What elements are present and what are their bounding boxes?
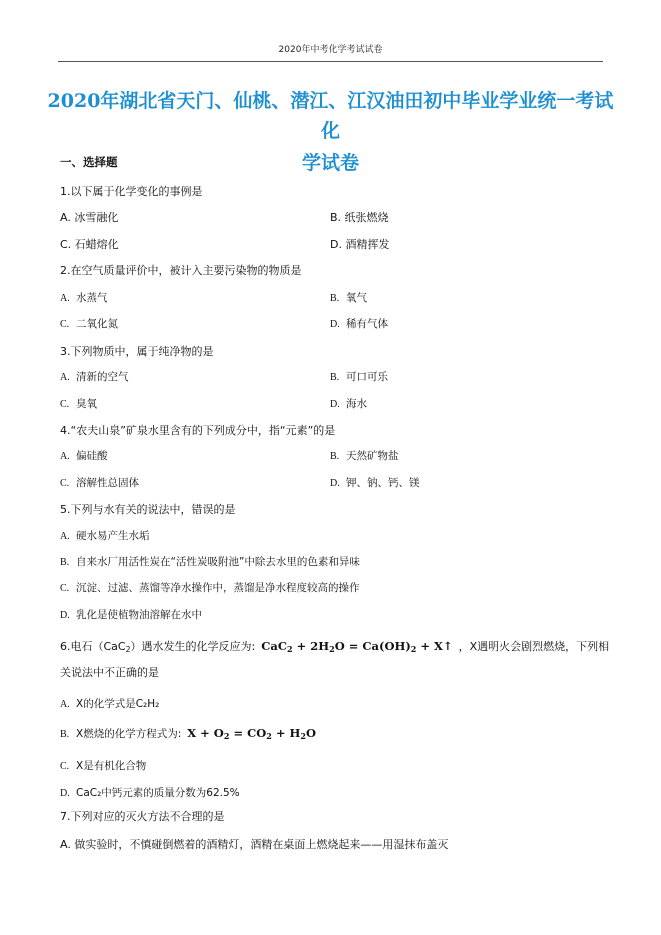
- page-header: 2020年中考化学考试试卷: [278, 45, 383, 55]
- question-7-stem: 7.下列对应的灭火方法不合理的是: [60, 810, 225, 823]
- q4-option-b: B. 天然矿物盐: [330, 450, 399, 462]
- q5-option-b: B. 自来水厂用活性炭在“活性炭吸附池”中除去水里的色素和异味: [60, 556, 360, 568]
- q5-option-c: C. 沉淀、过滤、蒸馏等净水操作中，蒸馏是净水程度较高的操作: [60, 582, 360, 594]
- q1-option-a: A. 冰雪融化: [60, 211, 119, 224]
- q6-option-b: B. X燃烧的化学方程式为: $X + O_2 = CO_2 + H_2O$: [60, 726, 317, 741]
- question-4-stem: 4.“农夫山泉”矿泉水里含有的下列成分中，指“元素”的是: [60, 424, 336, 437]
- question-3-stem: 3.下列物质中，属于纯净物的是: [60, 345, 214, 358]
- question-2-stem: 2.在空气质量评价中，被计入主要污染物的物质是: [60, 264, 302, 277]
- q6-option-d: D. CaC₂中钙元素的质量分数为62.5%: [60, 787, 240, 799]
- combustion-equation: $X + O_2 = CO_2 + H_2O$: [187, 726, 317, 741]
- reaction-equation: $CaC_2 + 2H_2O = Ca(OH)_2$ + X↑: [261, 639, 453, 654]
- question-1-stem: 1.以下属于化学变化的事例是: [60, 185, 203, 198]
- title-line-1: 2020年湖北省天门、仙桃、潜江、江汉油田初中毕业学业统一考试化: [47, 90, 614, 142]
- q4-option-a: A. 偏硅酸: [60, 450, 108, 462]
- q2-option-a: A. 水蒸气: [60, 292, 108, 304]
- q6-option-a: A. X的化学式是C₂H₂: [60, 698, 160, 710]
- q5-option-a: A. 硬水易产生水垢: [60, 530, 150, 542]
- section-heading: 一、选择题: [60, 155, 118, 169]
- q2-option-c: C. 二氧化氮: [60, 318, 118, 330]
- q1-option-b: B. 纸张燃烧: [330, 211, 389, 224]
- header-rule: [58, 61, 603, 62]
- q7-option-a: A. 做实验时，不慎碰倒燃着的酒精灯，酒精在桌面上燃烧起来——用湿抹布盖灭: [60, 838, 449, 851]
- q4-option-c: C. 溶解性总固体: [60, 477, 139, 489]
- q4-option-d: D. 钾、钠、钙、镁: [330, 477, 420, 489]
- q3-option-c: C. 臭氧: [60, 398, 97, 410]
- question-5-stem: 5.下列与水有关的说法中，错误的是: [60, 503, 236, 516]
- q2-option-d: D. 稀有气体: [330, 318, 388, 330]
- q3-option-b: B. 可口可乐: [330, 371, 388, 383]
- q6-option-c: C. X是有机化合物: [60, 760, 147, 772]
- q1-option-c: C. 石蜡熔化: [60, 238, 119, 251]
- title-line-2: 学试卷: [301, 152, 359, 174]
- q3-option-a: A. 清新的空气: [60, 371, 129, 383]
- q5-option-d: D. 乳化是使植物油溶解在水中: [60, 609, 202, 621]
- q3-option-d: D. 海水: [330, 398, 367, 410]
- question-6-stem-line-2: 关说法中不正确的是: [60, 666, 159, 679]
- q2-option-b: B. 氧气: [330, 292, 367, 304]
- page-title: [40, 86, 621, 178]
- q1-option-d: D. 酒精挥发: [330, 238, 390, 251]
- question-6-stem: 6.电石（CaC$_2$）遇水发生的化学反应为: $CaC_2 + 2H_2O = Ca(OH)_2$ + X↑ ，X遇明火会剧烈燃烧，下列相: [60, 639, 610, 654]
